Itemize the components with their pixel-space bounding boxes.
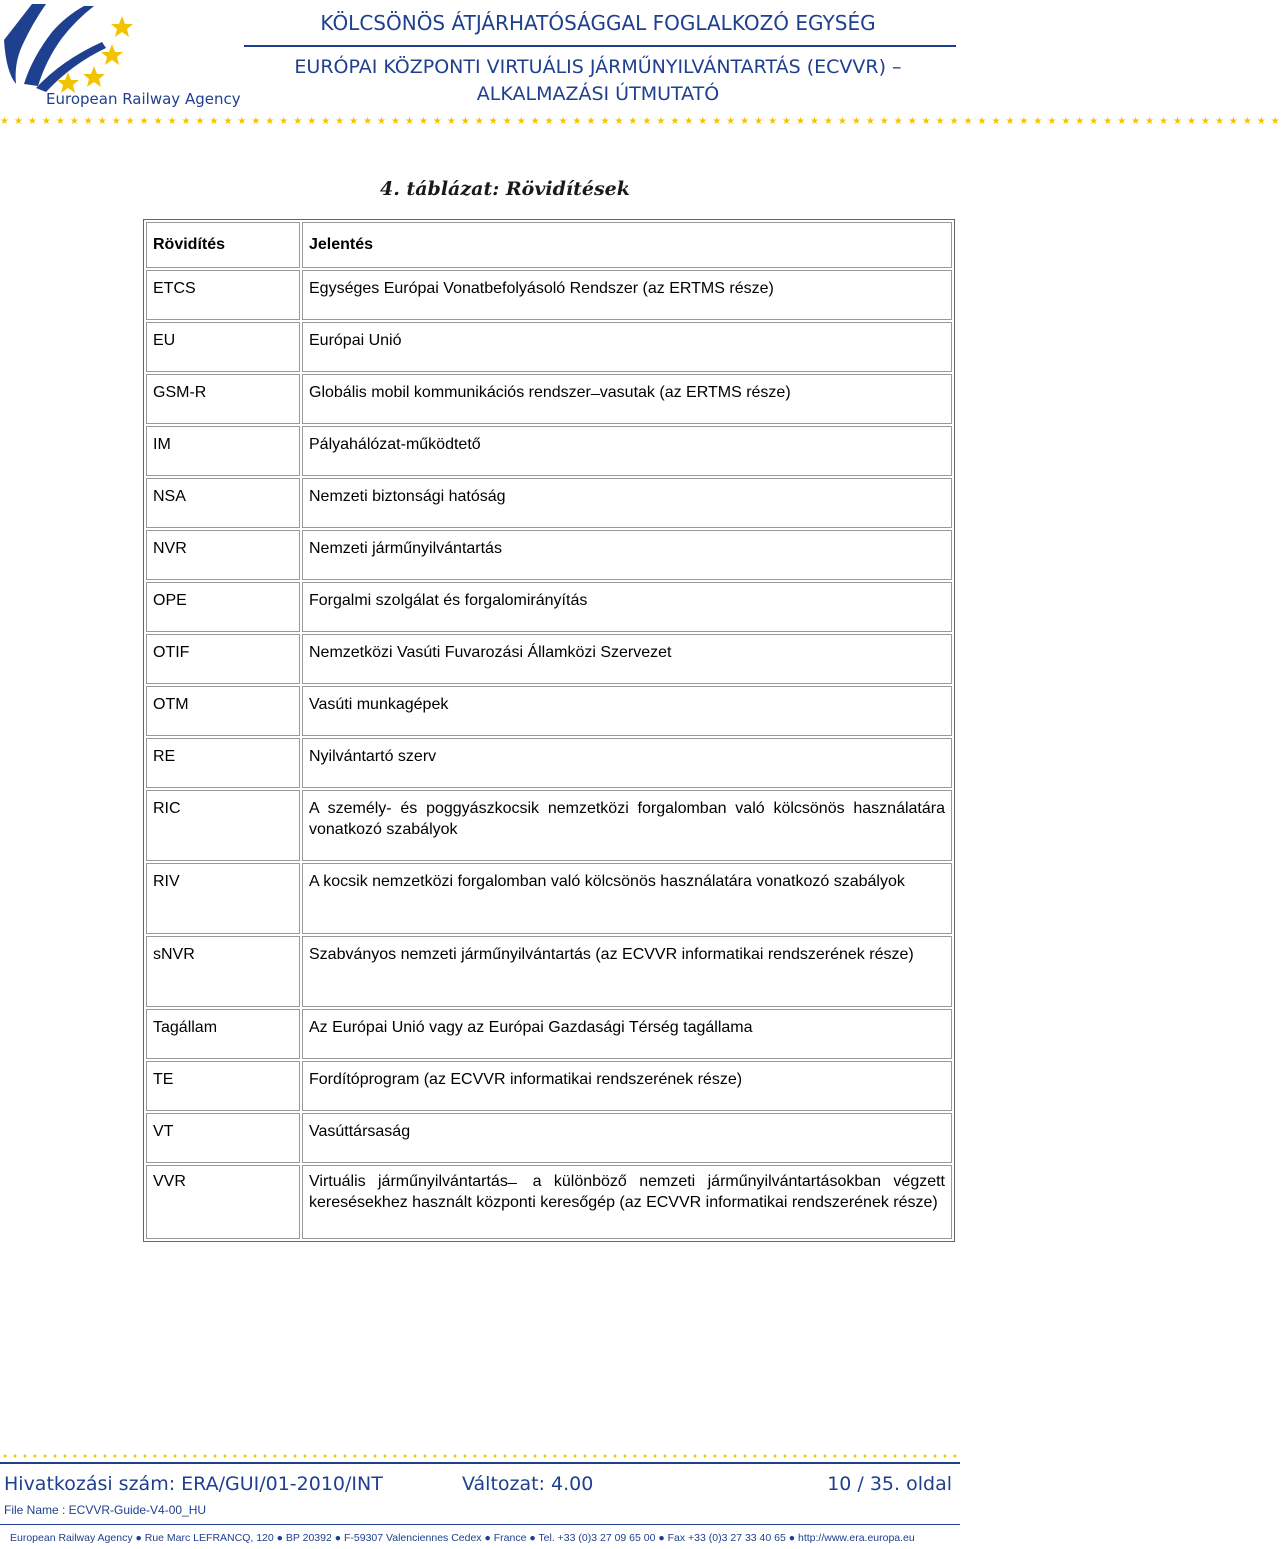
abbr-cell: GSM-R (146, 374, 300, 424)
abbr-cell: VVR (146, 1165, 300, 1239)
header-star-border: ★★★★★★★★★★★★★★★★★★★★★★★★★★★★★★★★★★★★★★★★★★★★★★★★★★★★★★★★★★★★★★★★★★★★★★★★★★★★★★★★★★★★★★★★★★★★ (0, 116, 1285, 127)
agency-address: European Railway Agency ● Rue Marc LEFRANCQ, 120 ● BP 20392 ● F-59307 Valenciennes Cedex ● France ● Tel. +33 (0)3 27 09 65 00 ● Fax +33 (0)3 27 33 40 65 ● http://www.era.europa.eu (10, 1532, 915, 1544)
page-number: 10 / 35. oldal (827, 1473, 952, 1495)
table-row (146, 270, 952, 320)
meaning-cell: Pályahálózat-működtető (302, 426, 952, 476)
file-name: File Name : ECVVR-Guide-V4-00_HU (4, 1503, 207, 1517)
table-row (146, 686, 952, 736)
table-caption: 4. táblázat: Rövidítések (380, 178, 630, 200)
abbr-cell: RIV (146, 863, 300, 934)
table-row (146, 863, 952, 934)
table-row (146, 634, 952, 684)
abbr-cell: ETCS (146, 270, 300, 320)
abbr-cell: VT (146, 1113, 300, 1163)
document-version: Változat: 4.00 (462, 1473, 594, 1495)
abbr-cell: OTM (146, 686, 300, 736)
table-row (146, 1009, 952, 1059)
footer-star-border (0, 1453, 960, 1459)
meaning-cell: Virtuális járműnyilvántartás ̶ a különböző nemzeti járműnyilvántartásokban végzett keresésekhez használt központi keresőgép (az ECVVR informatikai rendszerének része) (302, 1165, 952, 1239)
header-doc-subtitle: ALKALMAZÁSI ÚTMUTATÓ (476, 83, 720, 105)
table-row (146, 426, 952, 476)
meaning-cell: Vasúttársaság (302, 1113, 952, 1163)
table-row (146, 1061, 952, 1111)
abbr-cell: OTIF (146, 634, 300, 684)
header-meaning: Jelentés (302, 222, 952, 268)
abbr-cell: RIC (146, 790, 300, 861)
table-row (146, 582, 952, 632)
meaning-cell: Európai Unió (302, 322, 952, 372)
abbr-cell: NSA (146, 478, 300, 528)
meaning-cell: A kocsik nemzetközi forgalomban való kölcsönös használatára vonatkozó szabályok (302, 863, 952, 934)
abbr-cell: TE (146, 1061, 300, 1111)
header-doc-title: EURÓPAI KÖZPONTI VIRTUÁLIS JÁRMŰNYILVÁNTARTÁS (ECVVR) – (294, 56, 902, 78)
header-unit-title: KÖLCSÖNÖS ÁTJÁRHATÓSÁGGAL FOGLALKOZÓ EGYSÉG (320, 11, 876, 35)
meaning-cell: Az Európai Unió vagy az Európai Gazdasági Térség tagállama (302, 1009, 952, 1059)
table-row (146, 936, 952, 1007)
table-row (146, 1113, 952, 1163)
abbr-cell: EU (146, 322, 300, 372)
meaning-cell: Forgalmi szolgálat és forgalomirányítás (302, 582, 952, 632)
header-abbr: Rövidítés (146, 222, 300, 268)
abbr-cell: NVR (146, 530, 300, 580)
meaning-cell: Nemzeti járműnyilvántartás (302, 530, 952, 580)
meaning-cell: Nemzeti biztonsági hatóság (302, 478, 952, 528)
footer-divider (0, 1462, 960, 1464)
footer-divider-lower (0, 1524, 960, 1525)
meaning-cell: Egységes Európai Vonatbefolyásoló Rendszer (az ERTMS része) (302, 270, 952, 320)
table-row (146, 738, 952, 788)
table-row (146, 322, 952, 372)
meaning-cell: Vasúti munkagépek (302, 686, 952, 736)
table-row (146, 478, 952, 528)
abbr-cell: IM (146, 426, 300, 476)
table-row (146, 530, 952, 580)
table-row (146, 374, 952, 424)
table-row (146, 790, 952, 861)
meaning-cell: Globális mobil kommunikációs rendszer ̶ vasutak (az ERTMS része) (302, 374, 952, 424)
header-divider (244, 45, 956, 47)
table-row (146, 1165, 952, 1239)
meaning-cell: Nemzetközi Vasúti Fuvarozási Államközi Szervezet (302, 634, 952, 684)
abbreviations-table (143, 219, 955, 1242)
agency-name: European Railway Agency (46, 90, 241, 108)
meaning-cell: Nyilvántartó szerv (302, 738, 952, 788)
table-header-row (146, 222, 952, 268)
document-reference: Hivatkozási szám: ERA/GUI/01-2010/INT (4, 1473, 383, 1495)
abbr-cell: RE (146, 738, 300, 788)
abbr-cell: sNVR (146, 936, 300, 1007)
meaning-cell: Szabványos nemzeti járműnyilvántartás (az ECVVR informatikai rendszerének része) (302, 936, 952, 1007)
meaning-cell: Fordítóprogram (az ECVVR informatikai rendszerének része) (302, 1061, 952, 1111)
abbr-cell: OPE (146, 582, 300, 632)
meaning-cell: A személy- és poggyászkocsik nemzetközi forgalomban való kölcsönös használatára vonatkozó szabályok (302, 790, 952, 861)
abbr-cell: Tagállam (146, 1009, 300, 1059)
